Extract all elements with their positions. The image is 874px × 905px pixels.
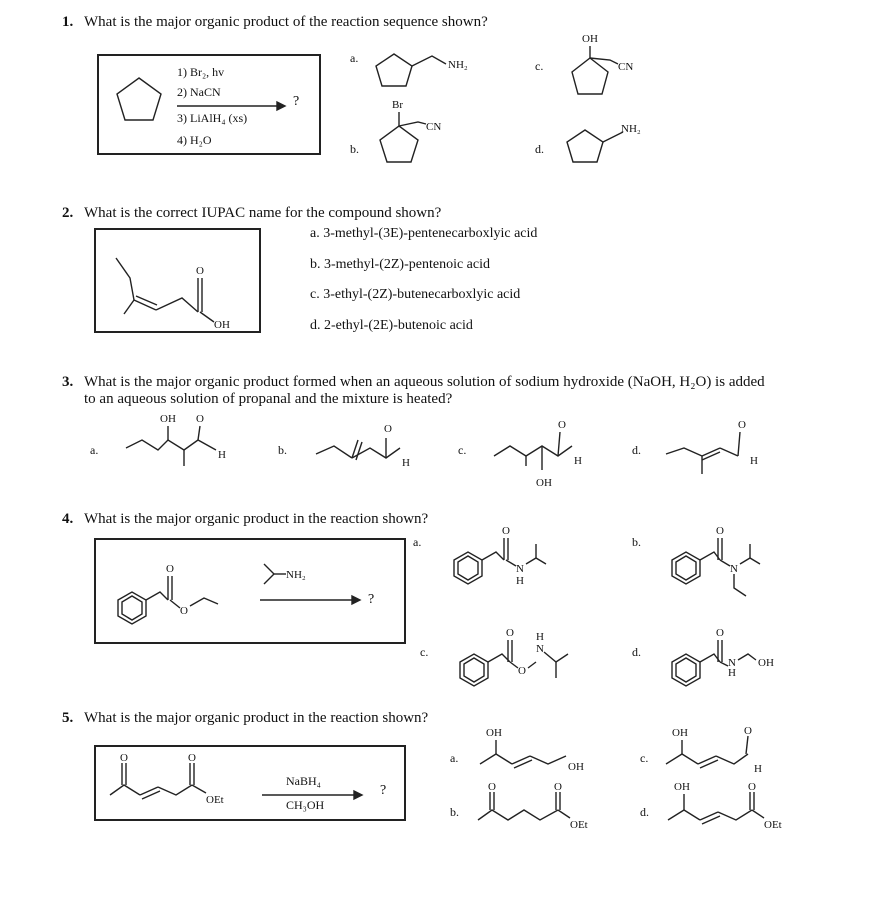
svg-text:OEt: OEt — [764, 819, 782, 831]
question-3 — [62, 374, 765, 391]
svg-text:N: N — [516, 563, 524, 575]
question-text: What is the major organic product in the reaction shown? — [84, 710, 429, 726]
answer-choice-c[interactable]: c. 3-ethyl-(2Z)-butenecarboxlyic acid — [310, 287, 521, 302]
svg-text:O: O — [716, 525, 724, 537]
choice-b-structure — [374, 96, 474, 176]
question-text-line-1: What is the major organic product formed when an aqueous solution of sodium hydroxide (NaOH, H₂O) is added — [84, 374, 765, 390]
question-5 — [62, 710, 428, 727]
choice-label-b: b. — [278, 443, 287, 457]
choice-a-structure — [120, 410, 230, 470]
question-number: 3. — [62, 374, 74, 390]
svg-text:OH: OH — [214, 319, 230, 331]
svg-text:O: O — [196, 265, 204, 277]
svg-text:O: O — [738, 419, 746, 431]
svg-text:O: O — [518, 665, 526, 677]
svg-text:H: H — [402, 457, 410, 469]
reactant-structure — [104, 554, 244, 644]
svg-text:OH: OH — [672, 727, 688, 739]
choice-label-c: b. — [632, 535, 641, 549]
choice-label-c: c. — [458, 443, 467, 457]
compound-box-q2 — [94, 228, 261, 333]
svg-text:OEt: OEt — [570, 819, 588, 831]
reagent-step-3: 3) LiAlH₄ (xs) — [177, 111, 248, 125]
svg-text:OH: OH — [486, 727, 502, 739]
svg-text:CN: CN — [426, 121, 442, 133]
svg-text:NH₂: NH₂ — [286, 569, 306, 581]
svg-text:O: O — [554, 781, 562, 793]
question-mark: ? — [293, 94, 300, 109]
choice-label-d: d. — [632, 645, 641, 659]
svg-text:CN: CN — [618, 61, 634, 73]
svg-text:O: O — [748, 781, 756, 793]
reaction-box-q1 — [97, 54, 321, 155]
reagent-bottom: CH₃OH — [286, 798, 325, 812]
choice-label-c: c. — [640, 751, 649, 765]
svg-text:O: O — [488, 781, 496, 793]
choice-label-c: c. — [535, 59, 544, 73]
choice-c-structure — [488, 418, 598, 488]
svg-text:OH: OH — [582, 33, 598, 45]
choice-d-structure — [668, 624, 818, 694]
svg-text:O: O — [744, 725, 752, 737]
choice-d-structure — [565, 120, 675, 170]
svg-text:OH: OH — [674, 781, 690, 793]
svg-text:N: N — [536, 643, 544, 655]
svg-text:O: O — [166, 563, 174, 575]
choice-label-a: a. — [450, 751, 459, 765]
svg-text:H: H — [754, 763, 762, 775]
reaction-arrow — [177, 101, 287, 111]
choice-c-structure — [668, 522, 818, 602]
question-text: What is the major organic product of the reaction sequence shown? — [84, 14, 488, 30]
reaction-box-q4 — [94, 538, 406, 644]
svg-text:OEt: OEt — [206, 794, 224, 806]
question-text: What is the major organic product in the reaction shown? — [84, 511, 429, 527]
svg-text:NH₂: NH₂ — [621, 123, 641, 135]
amine-reagent-structure — [260, 560, 350, 590]
svg-text:O: O — [180, 605, 188, 617]
choice-b-structure — [456, 624, 606, 694]
answer-choice-d[interactable]: d. 2-ethyl-(2E)-butenoic acid — [310, 318, 473, 333]
svg-text:OH: OH — [568, 761, 584, 773]
choice-b-structure — [310, 418, 420, 473]
svg-text:O: O — [506, 627, 514, 639]
choice-d-structure — [660, 780, 800, 835]
svg-text:O: O — [188, 752, 196, 764]
svg-text:O: O — [196, 413, 204, 425]
question-4 — [62, 511, 428, 528]
choice-label-a: a. — [413, 535, 422, 549]
choice-label-b: b. — [450, 805, 459, 819]
reaction-arrow — [260, 594, 370, 606]
choice-label-b: b. — [350, 142, 359, 156]
reagent-step-4: 4) H₂O — [177, 133, 212, 147]
choice-label-a: a. — [350, 51, 359, 65]
question-mark: ? — [368, 592, 375, 607]
question-number: 1. — [62, 14, 74, 30]
question-number: 4. — [62, 511, 74, 527]
svg-text:NH₂: NH₂ — [448, 59, 468, 71]
choice-b-structure — [472, 780, 602, 835]
question-2 — [62, 205, 441, 222]
choice-label-b: c. — [420, 645, 429, 659]
svg-text:O: O — [120, 752, 128, 764]
svg-text:OH: OH — [160, 413, 176, 425]
reaction-box-q5 — [94, 745, 406, 821]
svg-text:H: H — [574, 455, 582, 467]
svg-text:H: H — [516, 575, 524, 587]
question-mark: ? — [380, 783, 387, 798]
compound-structure — [102, 238, 252, 331]
reagent-step-1: 1) Br₂, hv — [177, 65, 225, 79]
svg-text:O: O — [384, 423, 392, 435]
svg-text:H: H — [536, 631, 544, 643]
svg-text:N: N — [728, 657, 736, 669]
choice-label-d: d. — [632, 443, 641, 457]
answer-choice-a[interactable]: a. 3-methyl-(3E)-pentenecarboxlyic acid — [310, 226, 538, 241]
question-text-line-2: to an aqueous solution of propanal and the mixture is heated? — [84, 391, 453, 407]
svg-text:H: H — [728, 667, 736, 679]
choice-d-structure — [660, 418, 770, 478]
cyclopentane-structure — [113, 74, 173, 134]
choice-a-structure — [450, 522, 600, 592]
svg-text:O: O — [502, 525, 510, 537]
reagent-top: NaBH₄ — [286, 774, 321, 788]
svg-text:H: H — [218, 449, 226, 461]
svg-text:OH: OH — [536, 477, 552, 489]
reagent-step-2: 2) NaCN — [177, 85, 221, 99]
svg-text:O: O — [558, 419, 566, 431]
svg-text:Br: Br — [392, 99, 403, 111]
choice-c-structure — [658, 724, 788, 779]
svg-text:H: H — [750, 455, 758, 467]
svg-text:O: O — [716, 627, 724, 639]
choice-a-structure — [472, 724, 602, 779]
choice-label-d: d. — [640, 805, 649, 819]
answer-choice-b[interactable]: b. 3-methyl-(2Z)-pentenoic acid — [310, 257, 490, 272]
svg-text:OH: OH — [758, 657, 774, 669]
choice-label-a: a. — [90, 443, 99, 457]
question-number: 2. — [62, 205, 74, 221]
question-number: 5. — [62, 710, 74, 726]
choice-a-structure — [374, 44, 484, 94]
choice-c-structure — [562, 30, 662, 105]
reactant-structure — [104, 751, 254, 821]
question-text: What is the correct IUPAC name for the compound shown? — [84, 205, 442, 221]
question-1 — [62, 14, 488, 31]
svg-text:N: N — [730, 563, 738, 575]
choice-label-d: d. — [535, 142, 544, 156]
